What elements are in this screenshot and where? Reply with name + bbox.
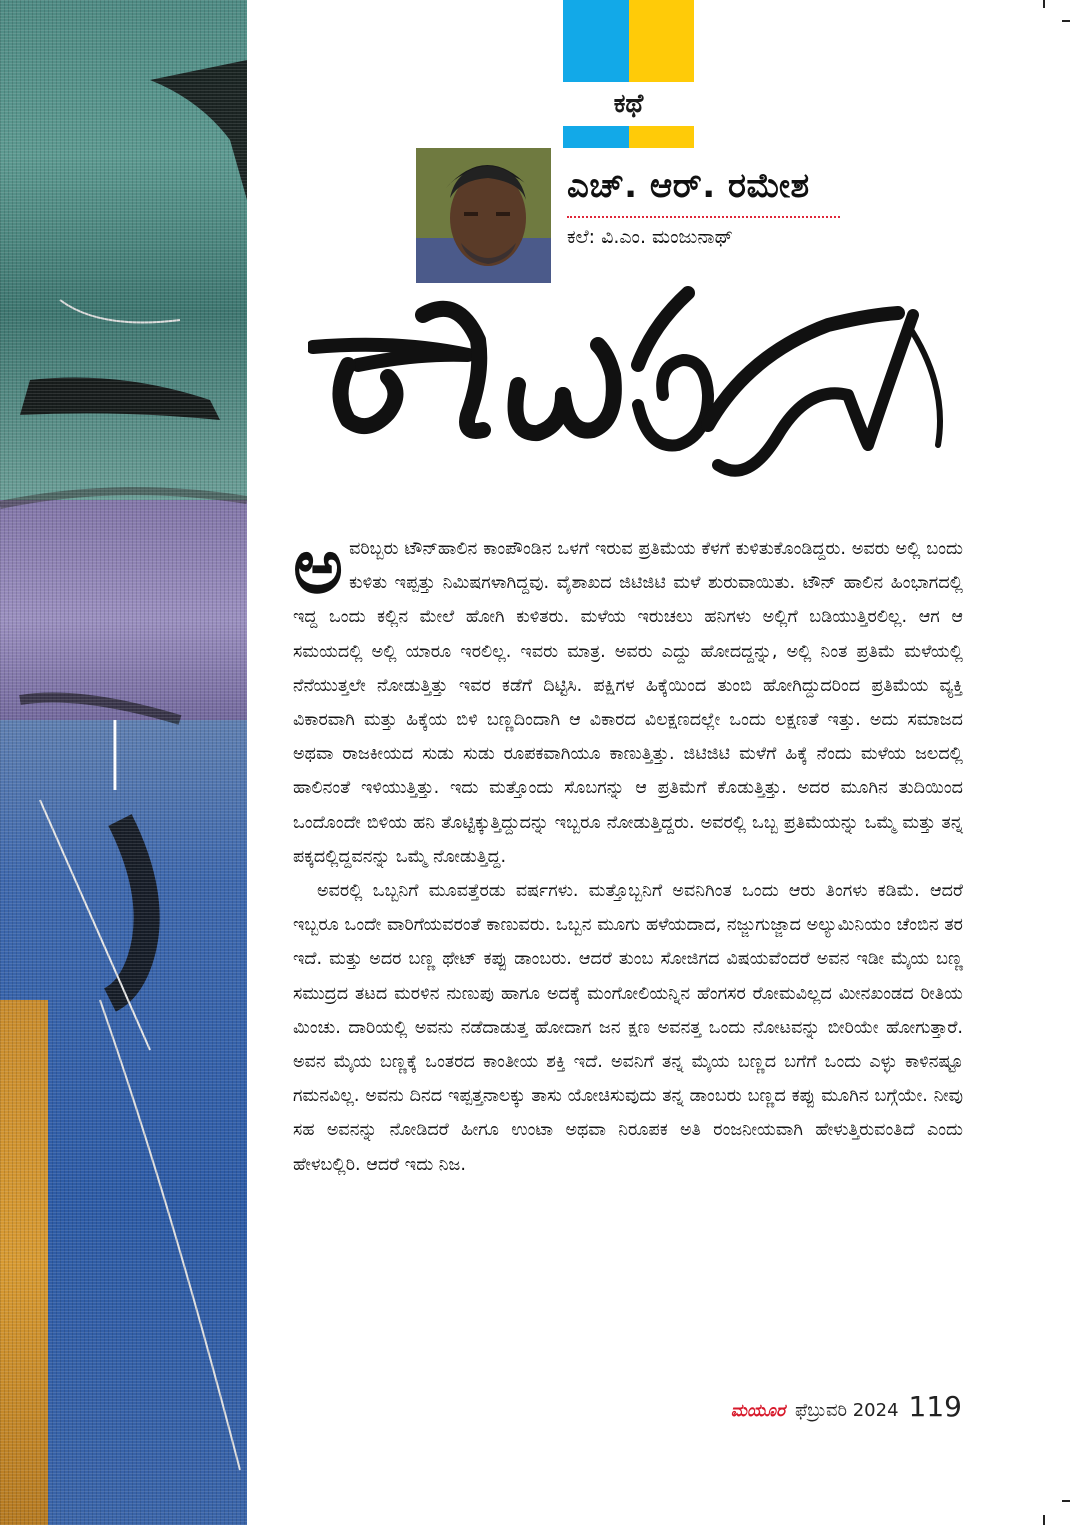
paragraph-2: ಅವರಲ್ಲಿ ಒಬ್ಬನಿಗೆ ಮೂವತ್ತೆರಡು ವರ್ಷಗಳು. ಮತ್ತೊಬ್ಬನಿಗೆ ಅವನಿಗಿಂತ ಒಂದು ಆರು ತಿಂಗಳು ಕಡಿಮೆ. ಆದರೆ ಇಬ್ಬರೂ ಒಂದೇ ವಾರಿಗೆಯವರಂತೆ ಕಾಣುವರು. ಒಬ್ಬನ ಮೂಗು ಹಳೆಯದಾದ, ನಜ್ಜುಗುಜ್ಜಾದ ಅಲ್ಯುಮಿನಿಯಂ ಚೆಂಬಿನ ತರ ಇದೆ. ಮತ್ತು ಅದರ ಬಣ್ಣ ಥೇಟ್ ಕಪ್ಪು ಡಾಂಬರು. ಆದರೆ ತುಂಬ ಸೋಜಿಗದ ವಿಷಯವೆಂದರೆ ಅವನ ಇಡೀ ಮೈಯ ಬಣ್ಣ ಸಮುದ್ರದ ತಟದ ಮರಳಿನ ನುಣುಪು ಹಾಗೂ ಅದಕ್ಕೆ ಮಂಗೋಲಿಯನ್ನಿನ ಹೆಂಗಸರ ರೋಮವಿಲ್ಲದ ಮೀನಖಂಡದ ರೀತಿಯ ಮಿಂಚು. ದಾರಿಯಲ್ಲಿ ಅವನು ನಡೆದಾಡುತ್ತ ಹೋದಾಗ ಜನ ಕ್ಷಣ ಅವನತ್ತ ಒಂದು ನೋಟವನ್ನು ಬೀರಿಯೇ ಹೋಗುತ್ತಾರೆ. ಅವನ ಮೈಯ ಬಣ್ಣಕ್ಕೆ ಒಂತರದ ಕಾಂತೀಯ ಶಕ್ತಿ ಇದೆ. ಅವನಿಗೆ ತನ್ನ ಮೈಯ ಬಣ್ಣದ ಬಗೆಗೆ ಒಂದು ಎಳ್ಳು ಕಾಳಿನಷ್ಟೂ ಗಮನವಿಲ್ಲ. ಅವನು ದಿನದ ಇಪ್ಪತ್ತನಾಲಕ್ಕು ತಾಸು ಯೋಚಿಸುವುದು ತನ್ನ ಡಾಂಬರು ಬಣ್ಣದ ಕಪ್ಪು ಮೂಗಿನ ಬಗ್ಗೆಯೇ. ನೀವು ಸಹ ಅವನನ್ನು ನೋಡಿದರೆ ಹೀಗೂ ಉಂಟಾ ಅಥವಾ ನಿರೂಪಕ ಅತಿ ರಂಜನೀಯವಾಗಿ ಹೇಳುತ್ತಿರುವಂತಿದೆ ಎಂದು ಹೇಳಬಲ್ಲಿರಿ. ಆದರೆ ಇದು ನಿಜ. — [293, 881, 963, 1175]
issue-date: ಫೆಬ್ರುವರಿ 2024 — [794, 1400, 899, 1421]
story-title — [308, 285, 958, 505]
crop-mark-top-right — [1062, 20, 1070, 22]
paragraph-1-text: ವರಿಬ್ಬರು ಟೌನ್‌ಹಾಲಿನ ಕಾಂಪೌಂಡಿನ ಒಳಗೆ ಇರುವ ಪ್ರತಿಮೆಯ ಕೆಳಗೆ ಕುಳಿತುಕೊಂಡಿದ್ದರು. ಅವರು ಅಲ್ಲಿ ಬಂದು ಕುಳಿತು ಇಪ್ಪತ್ತು ನಿಮಿಷಗಳಾಗಿದ್ದವು. ವೈಶಾಖದ ಜಿಟಿಜಿಟಿ ಮಳೆ ಶುರುವಾಯಿತು. ಟೌನ್ ಹಾಲಿನ ಹಿಂಭಾಗದಲ್ಲಿ ಇದ್ದ ಒಂದು ಕಲ್ಲಿನ ಮೇಲೆ ಹೋಗಿ ಕುಳಿತರು. ಮಳೆಯ ಇರುಚಲು ಹನಿಗಳು ಅಲ್ಲಿಗೆ ಬಡಿಯುತ್ತಿರಲಿಲ್ಲ. ಆಗ ಆ ಸಮಯದಲ್ಲಿ ಅಲ್ಲಿ ಯಾರೂ ಇರಲಿಲ್ಲ. ಇವರು ಮಾತ್ರ. ಅವರು ಎದ್ದು ಹೋದದ್ದನ್ನು, ಅಲ್ಲಿ ನಿಂತ ಪ್ರತಿಮೆ ಮಳೆಯಲ್ಲಿ ನೆನೆಯುತ್ತಲೇ ನೋಡುತ್ತಿತ್ತು ಇವರ ಕಡೆಗೆ ದಿಟ್ಟಿಸಿ. ಪಕ್ಷಿಗಳ ಹಿಕ್ಕೆಯಿಂದ ತುಂಬಿ ಹೋಗಿದ್ದುದರಿಂದ ಪ್ರತಿಮೆಯ ವ್ಯಕ್ತಿ ವಿಕಾರವಾಗಿ ಮತ್ತು ಹಿಕ್ಕೆಯ ಬಿಳಿ ಬಣ್ಣದಿಂದಾಗಿ ಆ ವಿಕಾರದ ವಿಲಕ್ಷಣದಲ್ಲೇ ಒಂದು ಲಕ್ಷಣತೆ ಇತ್ತು. ಅದು ಸಮಾಜದ ಅಥವಾ ರಾಜಕೀಯದ ಸುಡು ಸುಡು ರೂಪಕವಾಗಿಯೂ ಕಾಣುತ್ತಿತ್ತು. ಜಿಟಿಜಿಟಿ ಮಳೆಗೆ ಹಿಕ್ಕೆ ನೆಂದು ಮಳೆಯ ಜಲದಲ್ಲಿ ಹಾಲಿನಂತೆ ಇಳಿಯುತ್ತಿತ್ತು. ಇದು ಮತ್ತೊಂದು ಸೊಬಗನ್ನು ಆ ಪ್ರತಿಮೆಗೆ ಕೊಡುತ್ತಿತ್ತು. ಅದರ ಮೂಗಿನ ತುದಿಯಿಂದ ಒಂದೊಂದೇ ಬಿಳಿಯ ಹನಿ ತೊಟ್ಟಿಕ್ಕುತ್ತಿದ್ದುದನ್ನು ಇಬ್ಬರೂ ನೋಡುತ್ತಿದ್ದರು. ಅವರಲ್ಲಿ ಒಬ್ಬ ಪ್ರತಿಮೆಯನ್ನು ಒಮ್ಮೆ ಮತ್ತು ತನ್ನ ಪಕ್ಕದಲ್ಲಿದ್ದವನನ್ನು ಒಮ್ಮೆ ನೋಡುತ್ತಿದ್ದ. — [293, 539, 963, 867]
drop-cap: ಅ — [293, 521, 344, 610]
crop-mark-top — [1043, 0, 1045, 8]
category-label: ಕಥೆ — [613, 89, 644, 119]
category-bar-blue — [563, 126, 629, 148]
magazine-name: ಮಯೂರ — [730, 1401, 785, 1421]
category-block-blue — [563, 0, 629, 82]
page-number: 119 — [908, 1390, 962, 1423]
art-texture — [0, 0, 247, 1525]
story-body — [293, 521, 963, 1182]
art-credit: ಕಲೆ: ವಿ.ಎಂ. ಮಂಜುನಾಥ್ — [567, 226, 734, 248]
artwork-strip — [0, 0, 247, 1525]
title-calligraphy — [308, 285, 958, 505]
author-name: ಎಚ್. ಆರ್. ರಮೇಶ — [567, 166, 810, 206]
category-bar-yellow — [629, 126, 694, 148]
crop-mark-bottom — [1043, 1515, 1045, 1525]
author-photo — [416, 148, 551, 283]
crop-mark-bottom-right — [1062, 1500, 1070, 1502]
page-footer — [731, 1390, 962, 1423]
category-block-yellow — [629, 0, 694, 82]
paragraph-1 — [293, 521, 963, 874]
byline-divider — [567, 216, 840, 218]
